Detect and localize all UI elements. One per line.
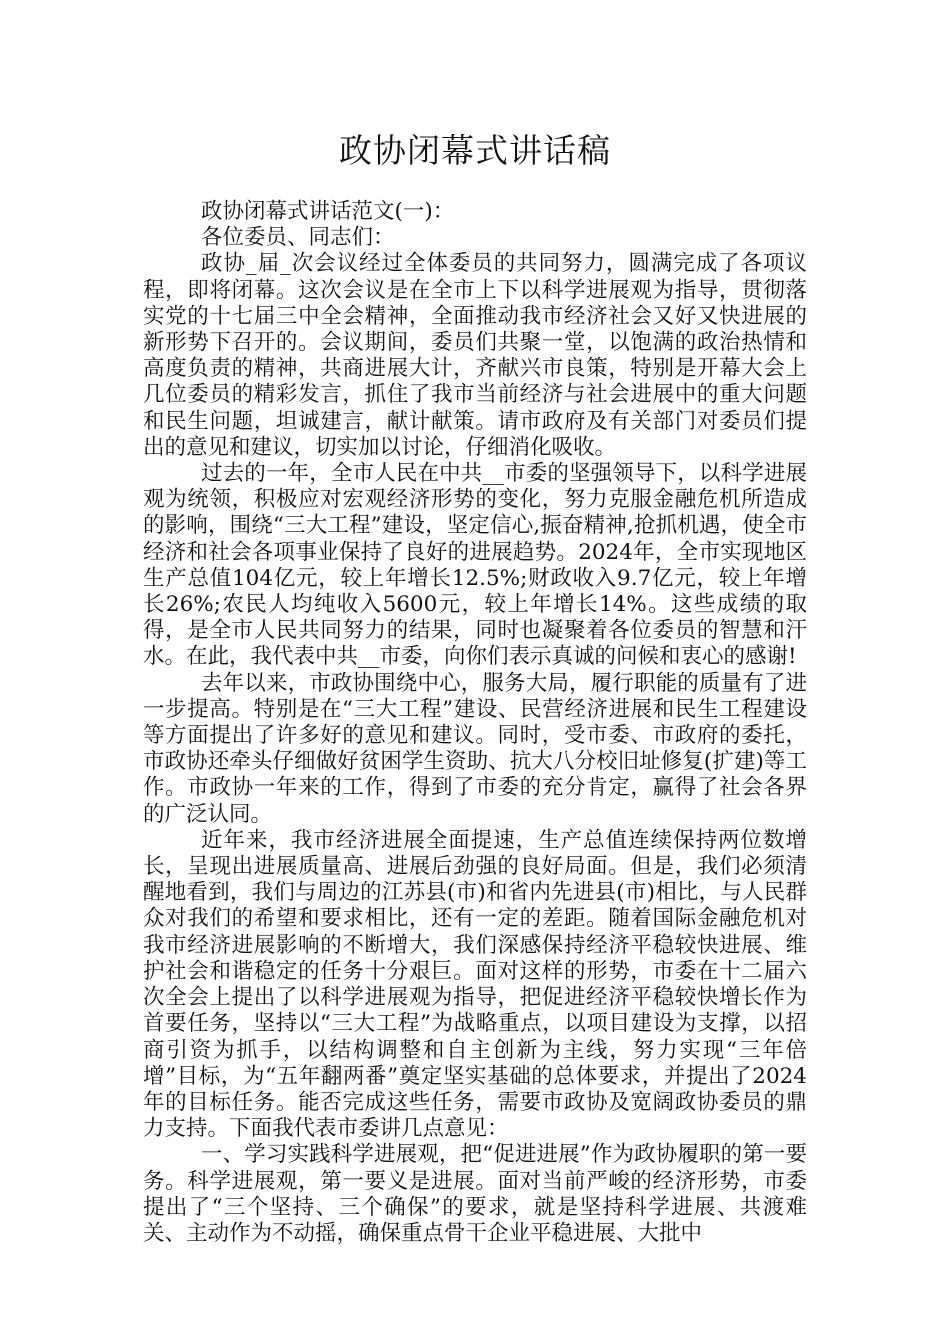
paragraph: 去年以来，市政协围绕中心，服务大局，履行职能的质量有了进一步提高。特别是在“三大工程”建设、民营经济进展和民生工程建设等方面提出了许多好的意见和建议。同时，受市委、市政府的委托，市政协还牵头仔细做好贫困学生资助、抗大八分校旧址修复(扩建)等工作。市政协一年来的工作，得到了市委的充分肯定，赢得了社会各界的广泛认同。 [143, 670, 807, 827]
paragraph: 一、学习实践科学进展观，把“促进进展”作为政协履职的第一要务。科学进展观，第一要义是进展。面对当前严峻的经济形势，市委提出了“三个坚持、三个确保”的要求，就是坚持科学进展、共渡难关、主动作为不动摇，确保重点骨干企业平稳进展、大批中 [143, 1142, 807, 1246]
document-title: 政协闭幕式讲话稿 [339, 131, 611, 170]
paragraph: 过去的一年，全市人民在中共__市委的坚强领导下，以科学进展观为统领，积极应对宏观经济形势的变化，努力克服金融危机所造成的影响，围绕“三大工程”建设，坚定信心,振奋精神,抢抓机遇，使全市经济和社会各项事业保持了良好的进展趋势。2024年，全市实现地区生产总值104亿元，较上年增长12.5%;财政收入9.7亿元，较上年增长26%;农民人均纯收入5600元，较上年增长14%。这些成绩的取得，是全市人民共同努力的结果，同时也凝聚着各位委员的智慧和汗水。在此，我代表中共__市委，向你们表示真诚的问候和衷心的感谢! [143, 461, 807, 670]
document-body [143, 199, 807, 1247]
paragraph: 近年来，我市经济进展全面提速，生产总值连续保持两位数增长，呈现出进展质量高、进展后劲强的良好局面。但是，我们必须清醒地看到，我们与周边的江苏县(市)和省内先进县(市)相比，与人民群众对我们的希望和要求相比，还有一定的差距。随着国际金融危机对我市经济进展影响的不断增大，我们深感保持经济平稳较快进展、维护社会和谐稳定的任务十分艰巨。面对这样的形势，市委在十二届六次全会上提出了以科学进展观为指导，把促进经济平稳较快增长作为首要任务，坚持以“三大工程”为战略重点，以项目建设为支撑，以招商引资为抓手，以结构调整和自主创新为主线，努力实现“三年倍增”目标，为“五年翻两番”奠定坚实基础的总体要求，并提出了2024年的目标任务。能否完成这些任务，需要市政协及宽阔政协委员的鼎力支持。下面我代表市委讲几点意见： [143, 827, 807, 1142]
salutation: 各位委员、同志们： [201, 225, 395, 251]
paragraph: 政协_届_次会议经过全体委员的共同努力，圆满完成了各项议程，即将闭幕。这次会议是在全市上下以科学进展观为指导，贯彻落实党的十七届三中全会精神，全面推动我市经济社会又好又快进展的新形势下召开的。会议期间，委员们共聚一堂，以饱满的政治热情和高度负责的精神，共商进展大计，齐献兴市良策，特别是开幕大会上几位委员的精彩发言，抓住了我市当前经济与社会进展中的重大问题和民生问题，坦诚建言，献计献策。请市政府及有关部门对委员们提出的意见和建议，切实加以讨论，仔细消化吸收。 [143, 251, 807, 460]
salutation-heading: 政协闭幕式讲话范文(一)： [201, 199, 455, 224]
